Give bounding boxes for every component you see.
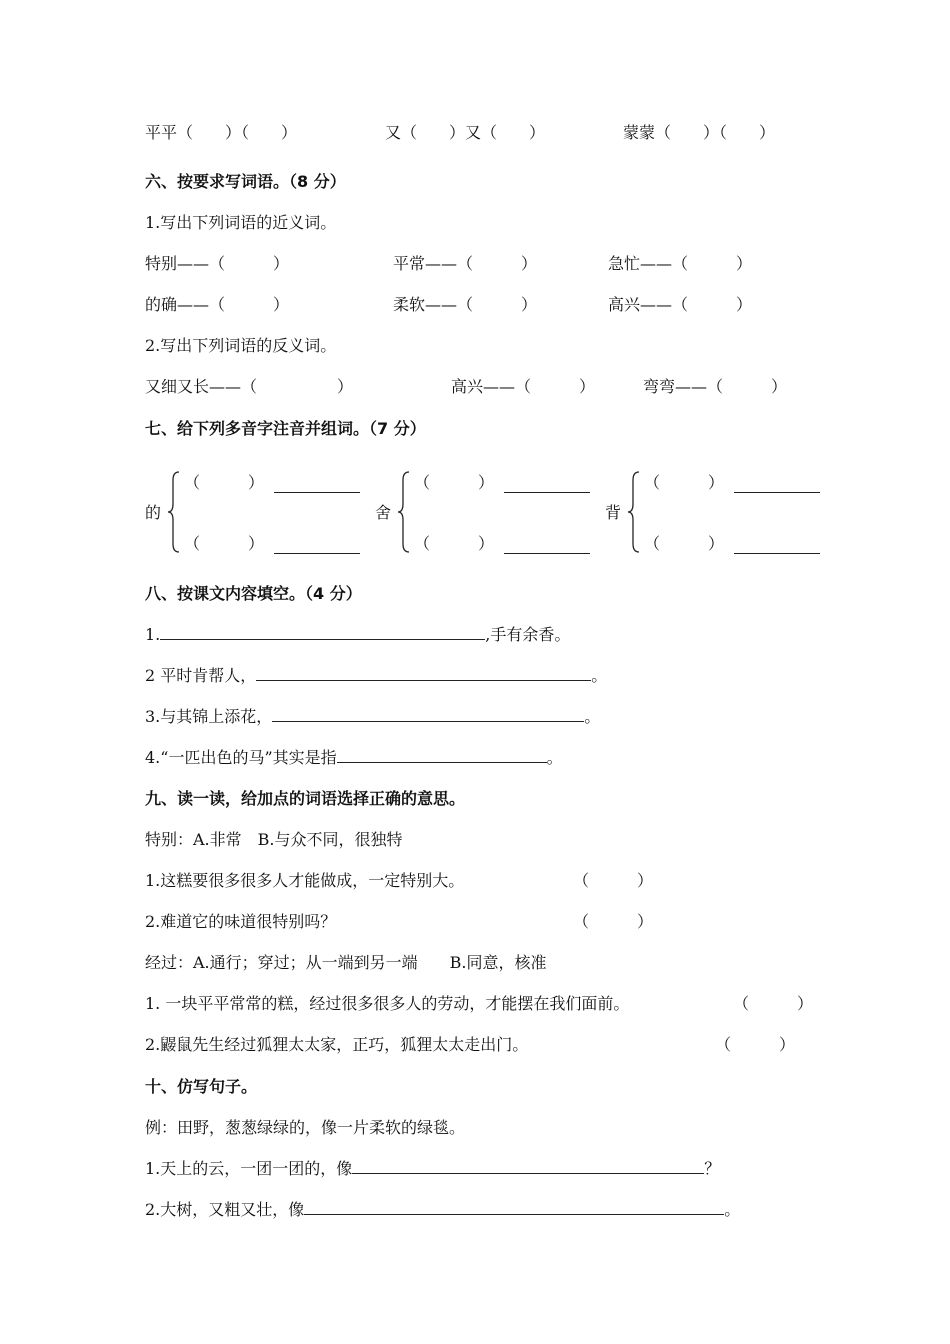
paren: （ ） bbox=[644, 534, 725, 553]
s10-line-1 bbox=[145, 1158, 720, 1180]
s5-item-1: 平平（ ）（ ） bbox=[145, 123, 298, 142]
ant-1: 又细又长——（ ） bbox=[145, 377, 354, 396]
s8-l1-pre: 1. bbox=[145, 625, 161, 644]
s10-example: 例：田野，葱葱绿绿的，像一片柔软的绿毯。 bbox=[145, 1118, 466, 1137]
s9-def-1: 特别：A.非常 B.与众不同，很独特 bbox=[145, 830, 403, 849]
paren: （ ） bbox=[414, 473, 495, 492]
answer-line bbox=[734, 478, 820, 493]
s8-title: 八、按课文内容填空。（4 分） bbox=[145, 584, 362, 603]
syn-5: 柔软——（ ） bbox=[393, 295, 538, 314]
paren: （ ） bbox=[644, 473, 725, 492]
answer-line bbox=[274, 478, 360, 493]
s8-l2-pre: 2 平时肯帮人， bbox=[145, 666, 257, 685]
s6-q1: 1.写出下列词语的近义词。 bbox=[145, 213, 337, 232]
s8-line-4 bbox=[145, 747, 563, 769]
s7-title: 七、给下列多音字注音并组词。（7 分） bbox=[145, 419, 426, 438]
syn-2: 平常——（ ） bbox=[393, 254, 538, 273]
s6-title: 六、按要求写词语。（8 分） bbox=[145, 172, 346, 191]
s5-item-2: 又（ ）又（ ） bbox=[385, 123, 546, 142]
brace-icon bbox=[627, 470, 641, 554]
syn-3: 急忙——（ ） bbox=[608, 254, 753, 273]
paren: （ ） bbox=[573, 871, 654, 890]
s10-title: 十、仿写句子。 bbox=[145, 1077, 258, 1096]
s10-line-2 bbox=[145, 1199, 740, 1221]
s8-line-1 bbox=[145, 624, 570, 646]
s10-l1-post: ？ bbox=[704, 1159, 721, 1178]
s5-item-3: 蒙蒙（ ）（ ） bbox=[623, 123, 776, 142]
s9-def-2: 经过：A.通行；穿过；从一端到另一端 B.同意，核准 bbox=[145, 953, 547, 972]
ant-2: 高兴——（ ） bbox=[451, 377, 596, 396]
answer-line bbox=[304, 1200, 724, 1215]
ant-3: 弯弯——（ ） bbox=[643, 377, 788, 396]
s10-l2-post: 。 bbox=[724, 1200, 741, 1219]
s8-l4-post: 。 bbox=[546, 748, 563, 767]
syn-1: 特别——（ ） bbox=[145, 254, 290, 273]
syn-6: 高兴——（ ） bbox=[608, 295, 753, 314]
paren: （ ） bbox=[184, 534, 265, 553]
paren: （ ） bbox=[414, 534, 495, 553]
s8-l1-post: ,手有余香。 bbox=[485, 625, 571, 644]
s10-l1-pre: 1.天上的云，一团一团的，像 bbox=[145, 1159, 353, 1178]
answer-line bbox=[504, 478, 590, 493]
paren: （ ） bbox=[733, 994, 814, 1013]
answer-line bbox=[272, 707, 584, 722]
s8-line-2 bbox=[145, 665, 607, 687]
s9-q1: 1.这糕要很多很多人才能做成，一定特别大。 bbox=[145, 871, 465, 890]
answer-line bbox=[256, 666, 591, 681]
s8-l3-post: 。 bbox=[584, 707, 601, 726]
s8-l3-pre: 3.与其锦上添花， bbox=[145, 707, 273, 726]
s6-q2: 2.写出下列词语的反义词。 bbox=[145, 336, 337, 355]
paren: （ ） bbox=[715, 1035, 796, 1054]
syn-4: 的确——（ ） bbox=[145, 295, 290, 314]
brace-icon bbox=[397, 470, 411, 554]
s8-l4-pre: 4.“一匹出色的马”其实是指 bbox=[145, 748, 337, 767]
answer-line bbox=[504, 539, 590, 554]
answer-line bbox=[352, 1159, 704, 1174]
answer-line bbox=[337, 748, 547, 763]
answer-line bbox=[734, 539, 820, 554]
paren: （ ） bbox=[184, 473, 265, 492]
s9-q2: 2.难道它的味道很特别吗？ bbox=[145, 912, 337, 931]
s9-q4: 2.鼹鼠先生经过狐狸太太家，正巧，狐狸太太走出门。 bbox=[145, 1035, 529, 1054]
answer-line bbox=[274, 539, 360, 554]
paren: （ ） bbox=[573, 912, 654, 931]
s10-l2-pre: 2.大树，又粗又壮，像 bbox=[145, 1200, 305, 1219]
s8-l2-post: 。 bbox=[591, 666, 608, 685]
answer-line bbox=[160, 625, 485, 640]
poly-char-de: 的 bbox=[145, 503, 162, 522]
poly-char-bei: 背 bbox=[605, 503, 622, 522]
poly-char-she: 舍 bbox=[375, 503, 392, 522]
s8-line-3 bbox=[145, 706, 600, 728]
s9-q3: 1. 一块平平常常的糕，经过很多很多人的劳动，才能摆在我们面前。 bbox=[145, 994, 630, 1013]
brace-icon bbox=[167, 470, 181, 554]
s9-title: 九、读一读，给加点的词语选择正确的意思。 bbox=[145, 789, 466, 808]
